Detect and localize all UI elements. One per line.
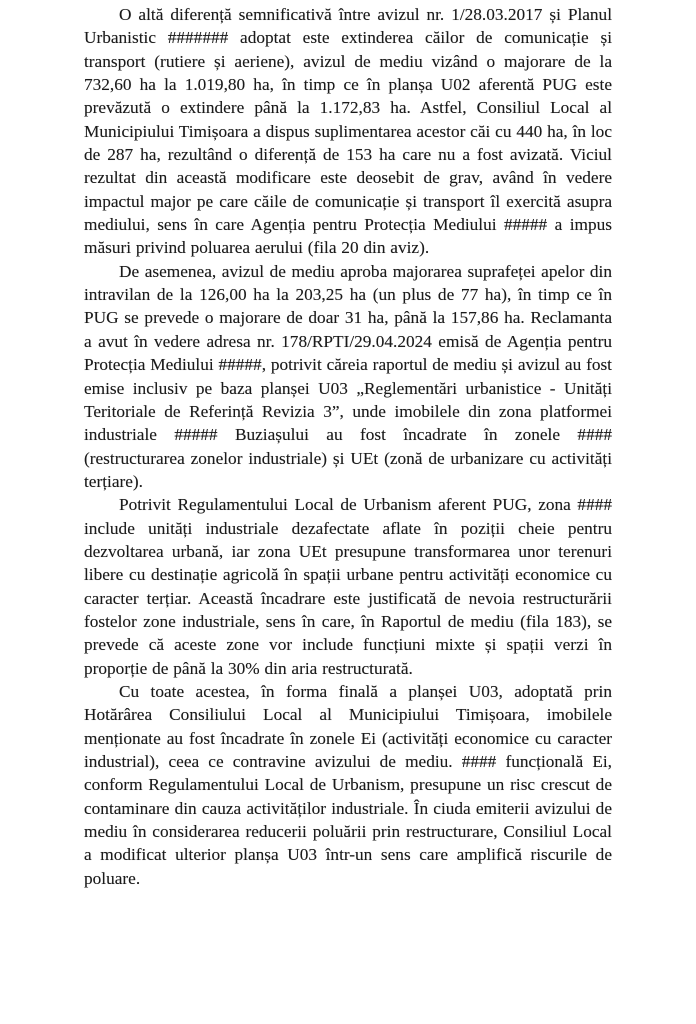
paragraph-majorare-suprafata-ape: De asemenea, avizul de mediu aproba majorarea suprafeței apelor din intravilan de la 126,00 ha la 203,25 ha (un plus de 77 ha), în timp ce în PUG se prevede o majorare de doar 31 ha, până la 157,86 ha. Reclamanta a avut în vedere adresa nr. 178/RPTI/29.04.2024 emisă de Agenția pentru Protecția Mediului #####, potrivit căreia raportul de mediu și avizul au fost emise inclusiv pe baza planșei U03 „Reglementări urbanistice - Unități Teritoriale de Referință Revizia 3”, unde imobilele din zona platformei industriale ##### Buziașului au fost încadrate în zonele #### (restructurarea zonelor industriale) și UEt (zonă de urbanizare cu activități terțiare). — [84, 261, 612, 491]
paragraph-regulament-local-urbanism: Potrivit Regulamentului Local de Urbanism aferent PUG, zona #### include unități industriale dezafectate aflate în poziții cheie pentru dezvoltarea urbană, iar zona UEt presupune transformarea unor terenuri libere cu destinație agricolă în spații urbane pentru activități economice cu caracter terțiar. Această încadrare este justificată de nevoia restructurării fostelor zone industriale, sens în care, în Raportul de mediu (fila 183), se prevede că aceste zone vor include funcțiuni mixte și spații verzi în proporție de până la 30% din aria restructurată. — [84, 495, 612, 678]
document-text-block — [84, 3, 612, 890]
paragraph-aviz-diferenta-cai-comunicatie: O altă diferență semnificativă între avizul nr. 1/28.03.2017 și Planul Urbanistic ####### adoptat este extinderea căilor de comunicație și transport (rutiere și aeriene), avizul de mediu vizând o majorare de la 732,60 ha la 1.019,80 ha, în timp ce în planșa U02 aferentă PUG este prevăzută o extindere până la 1.172,83 ha. Astfel, Consiliul Local al Municipiului Timișoara a dispus suplimentarea acestor căi cu 440 ha, în loc de 287 ha, rezultând o diferență de 153 ha care nu a fost avizată. Viciul rezultat din această modificare este deosebit de grav, având în vedere impactul major pe care căile de comunicație și transport îl exercită asupra mediului, sens în care Agenția pentru Protecția Mediului ##### a impus măsuri privind poluarea aerului (fila 20 din aviz). — [84, 5, 612, 258]
paragraph-forma-finala-plansa-u03: Cu toate acestea, în forma finală a planșei U03, adoptată prin Hotărârea Consiliului Local al Municipiului Timișoara, imobilele menționate au fost încadrate în zonele Ei (activități economice cu caracter industrial), ceea ce contravine avizului de mediu. #### funcțională Ei, conform Regulamentului Local de Urbanism, presupune un risc crescut de contaminare din cauza activităților industriale. În ciuda emiterii avizului de mediu în considerarea reducerii poluării prin restructurare, Consiliul Local a modificat ulterior planșa U03 într-un sens care amplifică riscurile de poluare. — [84, 681, 612, 888]
